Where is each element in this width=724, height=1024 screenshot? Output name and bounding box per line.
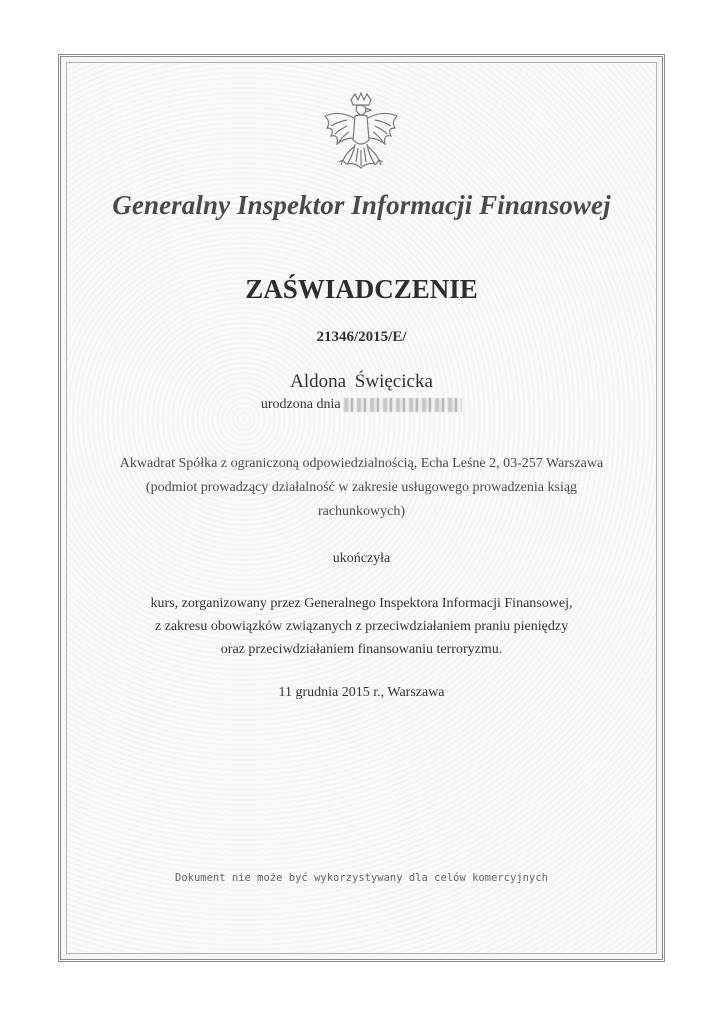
completed-label: ukończyła	[332, 551, 391, 566]
organization-line: (podmiot prowadzący działalność w zakresie usługowego prowadzenia ksiąg	[145, 480, 578, 495]
born-label: urodzona dnia	[260, 397, 341, 412]
certificate-number: 21346/2015/E/	[316, 329, 407, 345]
course-description-line: kurs, zorganizowany przez Generalnego Inspektora Informacji Finansowej,	[150, 596, 573, 611]
polish-eagle-emblem-icon	[317, 92, 405, 182]
course-description-line: oraz przeciwdziałaniem finansowaniu terroryzmu.	[220, 642, 503, 657]
redacted-birth-date	[344, 398, 462, 412]
recipient-name: Aldona Święcicka	[290, 371, 433, 392]
birth-date-line	[66, 397, 657, 413]
organization-line: Akwadrat Spółka z ograniczoną odpowiedzialnością, Echa Leśne 2, 03-257 Warszawa	[119, 456, 604, 471]
footer-note: Dokument nie może być wykorzystywany dla celów komercyjnych	[175, 872, 548, 884]
document-title: ZAŚWIADCZENIE	[245, 274, 478, 304]
organization-line: rachunkowych)	[317, 504, 406, 519]
course-description-line: z zakresu obowiązków związanych z przeciwdziałaniem praniu pieniędzy	[154, 619, 569, 634]
issuing-authority: Generalny Inspektor Informacji Finansowej	[112, 190, 611, 220]
issue-date-place: 11 grudnia 2015 r., Warszawa	[278, 685, 445, 700]
